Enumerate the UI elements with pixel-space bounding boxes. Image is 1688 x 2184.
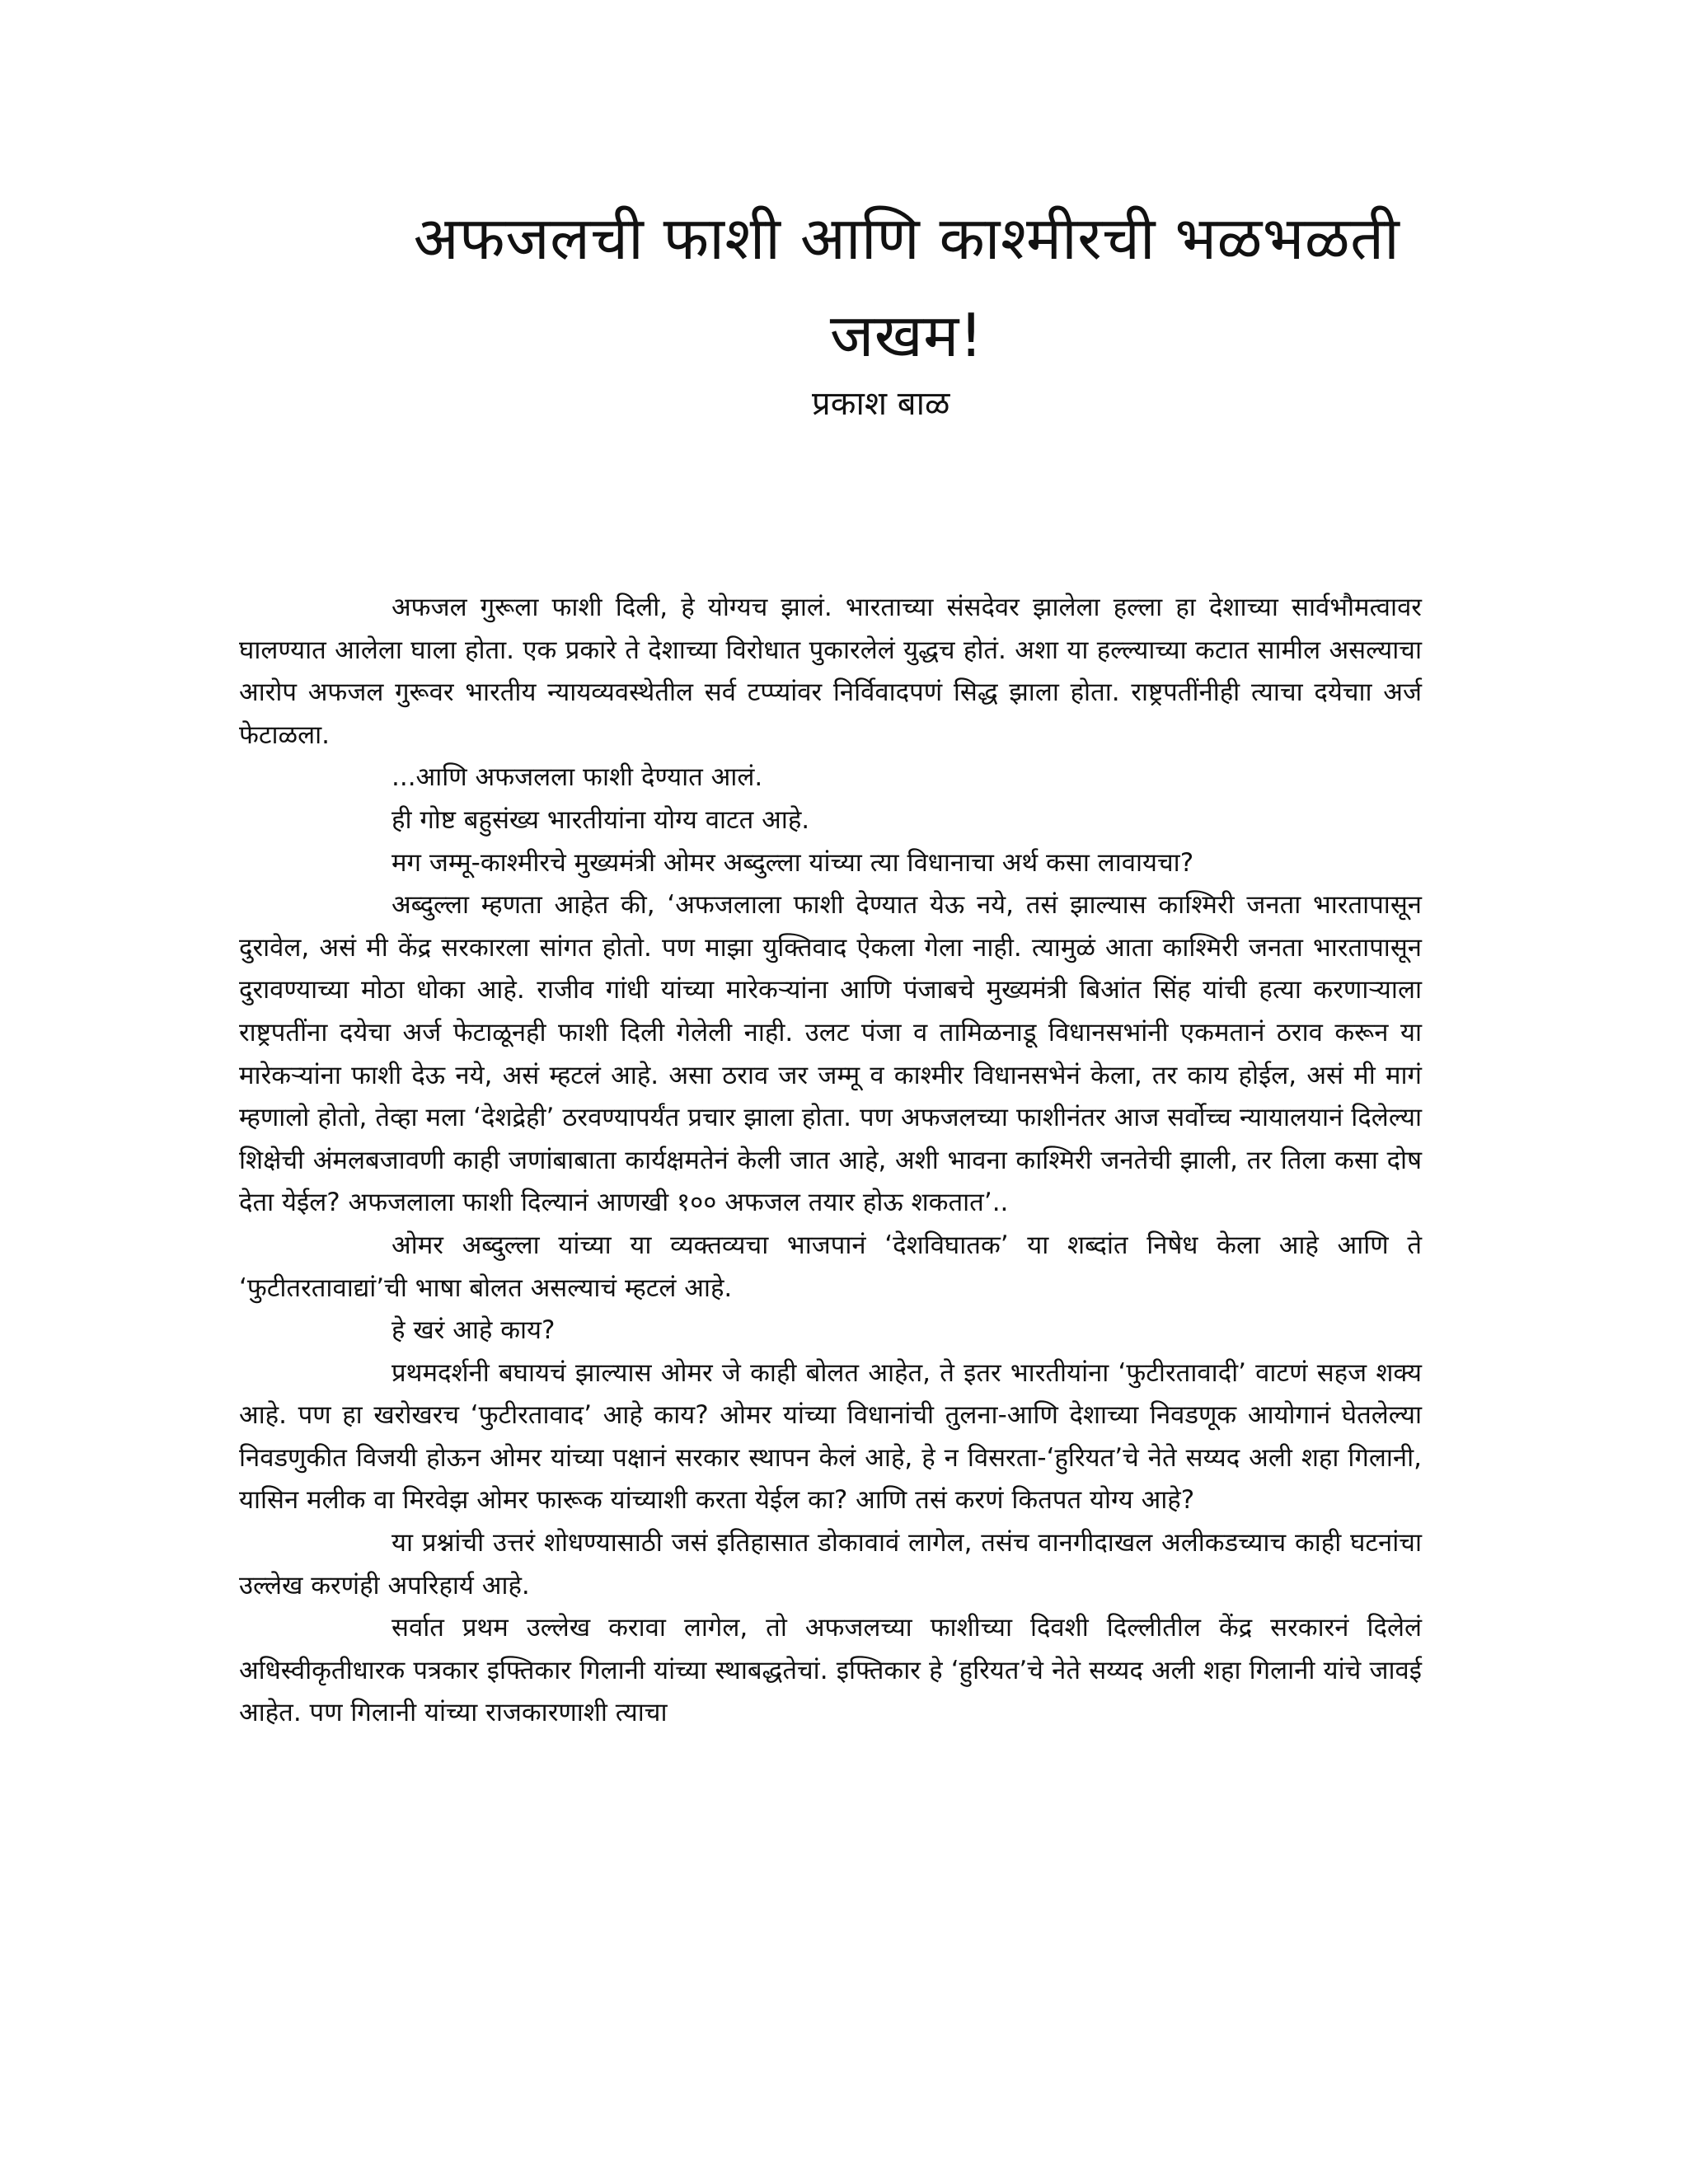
paragraph: सर्वात प्रथम उल्लेख करावा लागेल, तो अफजलच्या फाशीच्या दिवशी दिल्लीतील केंद्र सरकारनं दिलेलं अधिस्वीकृतीधारक पत्रकार इफ्तिकार गिलानी यांच्या स्थाबद्धतेचां. इफ्तिकार हे ‘हुरियत’चे नेते सय्यद अली शहा गिलानी यांचे जावई आहेत. पण गिलानी यांच्या राजकारणाशी त्याचा [239, 1613, 1422, 1728]
paragraph: ही गोष्ट बहुसंख्य भारतीयांना योग्य वाटत आहे. [392, 804, 810, 835]
article-title [346, 190, 1467, 384]
paragraph: हे खरं आहे काय? [392, 1315, 556, 1346]
author-byline: प्रकाश बाळ [812, 385, 950, 423]
title-line-1: अफजलची फाशी आणि काश्मीरची भळभळती [413, 204, 1400, 273]
paragraph: अफजल गुरूला फाशी दिली, हे योग्यच झालं. भारताच्या संसदेवर झालेला हल्ला हा देशाच्या सार्वभौमत्वावर घालण्यात आलेला घाला होता. एक प्रकारे ते देशाच्या विरोधात पुकारलेलं युद्धच होतं. अशा या हल्ल्याच्या कटात सामील असल्याचा आरोप अफजल गुरूवर भारतीय न्यायव्यवस्थेतील सर्व टप्प्यांवर निर्विवादपणं सिद्ध झाला होता. राष्ट्रपतींनीही त्याचा दयेचाा अर्ज फेटाळला. [239, 593, 1422, 750]
title-line-2: जखम! [829, 301, 984, 370]
paragraph: मग जम्मू-काश्मीरचे मुख्यमंत्री ओमर अब्दुल्ला यांच्या त्या विधानाचा अर्थ कसा लावायचा? [392, 847, 1194, 878]
article-body [239, 587, 1422, 1735]
paragraph: ...आणि अफजलला फाशी देण्यात आलं. [392, 762, 763, 793]
paragraph: अब्दुल्ला म्हणता आहेत की, ‘अफजलाला फाशी देण्यात येऊ नये, तसं झाल्यास काश्मिरी जनता भारतापासून दुरावेल, असं मी केंद्र सरकारला सांगत होतो. पण माझा युक्तिवाद ऐकला गेला नाही. त्यामुळं आता काश्मिरी जनता भारतापासून दुरावण्याच्या मोठा धोका आहे. राजीव गांधी यांच्या मारेकऱ्यांना आणि पंजाबचे मुख्यमंत्री बिआंत सिंह यांची हत्या करणाऱ्याला राष्ट्रपतींना दयेचा अर्ज फेटाळूनही फाशी दिली गेलेली नाही. उलट पंजा व तामिळनाडू विधानसभांनी एकमतानं ठराव करून या मारेकऱ्यांना फाशी देऊ नये, असं म्हटलं आहे. असा ठराव जर जम्मू व काश्मीर विधानसभेनं केला, तर काय होईल, असं मी मागं म्हणालो होतो, तेव्हा मला ‘देशद्रेही’ ठरवण्यापर्यंत प्रचार झाला होता. पण अफजलच्या फाशीनंतर आज सर्वोच्च न्यायालयानं दिलेल्या शिक्षेची अंमलबजावणी काही जणांबाबाता कार्यक्षमतेनं केली जात आहे, अशी भावना काश्मिरी जनतेची झाली, तर तिला कसा दोष देता येईल? अफजलाला फाशी दिल्यानं आणखी १०० अफजल तयार होऊ शकतात’.. [239, 890, 1422, 1218]
paragraph: प्रथमदर्शनी बघायचं झाल्यास ओमर जे काही बोलत आहेत, ते इतर भारतीयांना ‘फुटीरतावादी’ वाटणं सहज शक्य आहे. पण हा खरोखरच ‘फुटीरतावाद’ आहे काय? ओमर यांच्या विधानांची तुलना-आणि देशाच्या निवडणूक आयोगानं घेतलेल्या निवडणुकीत विजयी होऊन ओमर यांच्या पक्षानं सरकार स्थापन केलं आहे, हे न विसरता-‘हुरियत’चे नेते सय्यद अली शहा गिलानी, यासिन मलीक वा मिरवेझ ओमर फारूक यांच्याशी करता येईल का? आणि तसं करणं कितपत योग्य आहे? [239, 1357, 1422, 1516]
paragraph: या प्रश्नांची उत्तरं शोधण्यासाठी जसं इतिहासात डोकावावं लागेल, तसंच वानगीदाखल अलीकडच्याच काही घटनांचा उल्लेख करणंही अपरिहार्य आहे. [239, 1528, 1422, 1601]
paragraph: ओमर अब्दुल्ला यांच्या या व्यक्तव्यचा भाजपानं ‘देशविघातक’ या शब्दांत निषेध केला आहे आणि ते ‘फुटीतरतावाद्यां’ची भाषा बोलत असल्याचं म्हटलं आहे. [239, 1230, 1422, 1303]
